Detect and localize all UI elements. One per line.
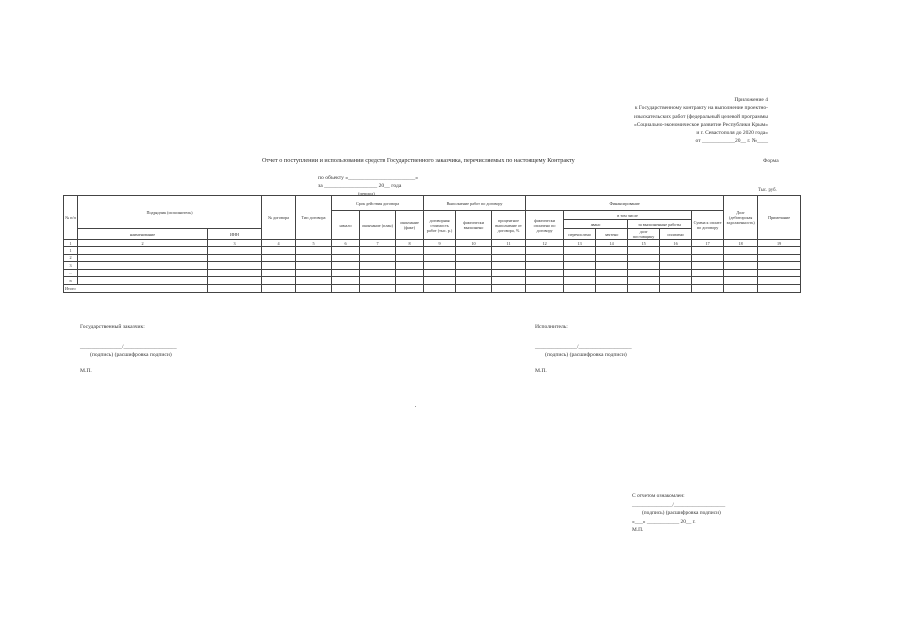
acknowledgement-block bbox=[632, 492, 725, 535]
col-number: 11 bbox=[492, 240, 526, 247]
col-contractor: Подрядчик (исполнитель) bbox=[78, 196, 262, 229]
col-number: 7 bbox=[360, 240, 396, 247]
contractor-stamp: М.П. bbox=[535, 368, 547, 374]
col-number: 10 bbox=[456, 240, 492, 247]
appendix-header bbox=[578, 96, 768, 146]
col-number: 3 bbox=[208, 240, 262, 247]
col-contract-cost: договорная стоимость работ (тыс. р.) bbox=[424, 211, 456, 240]
table-row bbox=[64, 269, 801, 277]
col-number: 5 bbox=[296, 240, 332, 247]
col-contract-no: № договора bbox=[262, 196, 296, 240]
agreed-caption: (подпись) (расшифровка подписи) bbox=[642, 510, 721, 517]
col-number: 18 bbox=[724, 240, 758, 247]
col-contract-type: Тип договора bbox=[296, 196, 332, 240]
appendix-line: к Государственному контракту на выполнение проектно- bbox=[634, 105, 768, 112]
col-for-work: за выполненные работы bbox=[628, 220, 692, 229]
object-line: по объекту «________________________» bbox=[318, 175, 418, 181]
col-debt: долг поставщику bbox=[628, 229, 660, 240]
col-number: 13 bbox=[564, 240, 596, 247]
total-row bbox=[64, 284, 801, 292]
col-debt-total: Долг (дебиторская задолженность) bbox=[724, 196, 758, 240]
table-row bbox=[64, 277, 801, 285]
col-number: 12 bbox=[526, 240, 564, 247]
period-line: за ___________________ 20__ года bbox=[318, 183, 402, 189]
table-row bbox=[64, 247, 801, 255]
col-term: Срок действия договора bbox=[332, 196, 424, 211]
customer-caption: (подпись) (расшифровка подписи) bbox=[90, 352, 172, 358]
customer-label: Государственный заказчик: bbox=[80, 324, 145, 330]
col-end-plan: окончание (план) bbox=[360, 211, 396, 240]
col-number: 4 bbox=[262, 240, 296, 247]
total-label: Итого bbox=[64, 284, 208, 292]
table-row bbox=[64, 254, 801, 262]
row-number: 1 bbox=[64, 247, 78, 255]
agreed-date: «___» ____________ 20__ г. bbox=[632, 518, 696, 525]
col-number: 6 bbox=[332, 240, 360, 247]
col-number: 17 bbox=[692, 240, 724, 247]
contractor-signature-block bbox=[535, 323, 632, 375]
contractor-signature-line: _______________/___________________ bbox=[535, 344, 632, 350]
col-number: 8 bbox=[396, 240, 424, 247]
row-number: 2 bbox=[64, 254, 78, 262]
appendix-line: «Социально-экономическое развитие Республики Крым» bbox=[633, 121, 768, 128]
form-code: Форма bbox=[763, 158, 779, 164]
col-paid-work: оплачено bbox=[660, 229, 692, 240]
row-number: n bbox=[64, 277, 78, 285]
appendix-line: изыскательских работ (федеральный целевой программы bbox=[633, 113, 768, 120]
units-label: Тыс. руб. bbox=[758, 188, 777, 193]
col-end-fact: окончание (факт) bbox=[396, 211, 424, 240]
contractor-label: Исполнитель: bbox=[535, 324, 568, 330]
agreed-label: С отчетом ознакомлен: bbox=[632, 493, 685, 499]
customer-stamp: М.П. bbox=[80, 368, 92, 374]
col-remaining: Сумма к оплате по договору bbox=[692, 211, 724, 240]
col-number: 14 bbox=[596, 240, 628, 247]
col-percent: процентное выполнение от договора, % bbox=[492, 211, 526, 240]
col-adv-offset: зачтено bbox=[596, 229, 628, 240]
col-start: начало bbox=[332, 211, 360, 240]
col-adv-trans: перечислено bbox=[564, 229, 596, 240]
agreed-signature-line: _______________/___________________ bbox=[632, 501, 726, 508]
row-number: ... bbox=[64, 269, 78, 277]
col-incl: в том числе bbox=[564, 211, 692, 220]
col-number: 15 bbox=[628, 240, 660, 247]
speck bbox=[415, 406, 416, 407]
col-fact-done: фактически выполнено bbox=[456, 211, 492, 240]
row-number: 3 bbox=[64, 262, 78, 270]
col-works: Выполнение работ по договору bbox=[424, 196, 526, 211]
col-no: № п/п bbox=[64, 196, 78, 240]
col-name: наименование bbox=[78, 229, 208, 240]
col-fact-paid: фактически оплачено по договору bbox=[526, 211, 564, 240]
customer-signature-line: _______________/___________________ bbox=[80, 344, 177, 350]
table-row bbox=[64, 262, 801, 270]
col-number: 9 bbox=[424, 240, 456, 247]
col-number: 2 bbox=[78, 240, 208, 247]
col-financing: Финансирование bbox=[526, 196, 724, 211]
agreed-stamp: М.П. bbox=[632, 527, 644, 534]
report-title: Отчет о поступлении и использовании средств Государственного заказчика, перечисляемых по настоящему Контракту bbox=[262, 157, 575, 164]
customer-signature-block bbox=[80, 323, 177, 375]
appendix-line: Приложение 4 bbox=[734, 97, 768, 103]
report-table bbox=[63, 195, 801, 293]
appendix-line: и г. Севастополя до 2020 года» bbox=[696, 130, 768, 137]
period-note: (период) bbox=[358, 191, 375, 196]
col-inn: ИНН bbox=[208, 229, 262, 240]
appendix-line: от ____________20__ г. №____ bbox=[695, 138, 768, 145]
col-number: 19 bbox=[758, 240, 801, 247]
col-number: 16 bbox=[660, 240, 692, 247]
col-advance: аванс bbox=[564, 220, 628, 229]
col-number: 1 bbox=[64, 240, 78, 247]
contractor-caption: (подпись) (расшифровка подписи) bbox=[545, 352, 627, 358]
col-note: Примечание bbox=[758, 196, 801, 240]
